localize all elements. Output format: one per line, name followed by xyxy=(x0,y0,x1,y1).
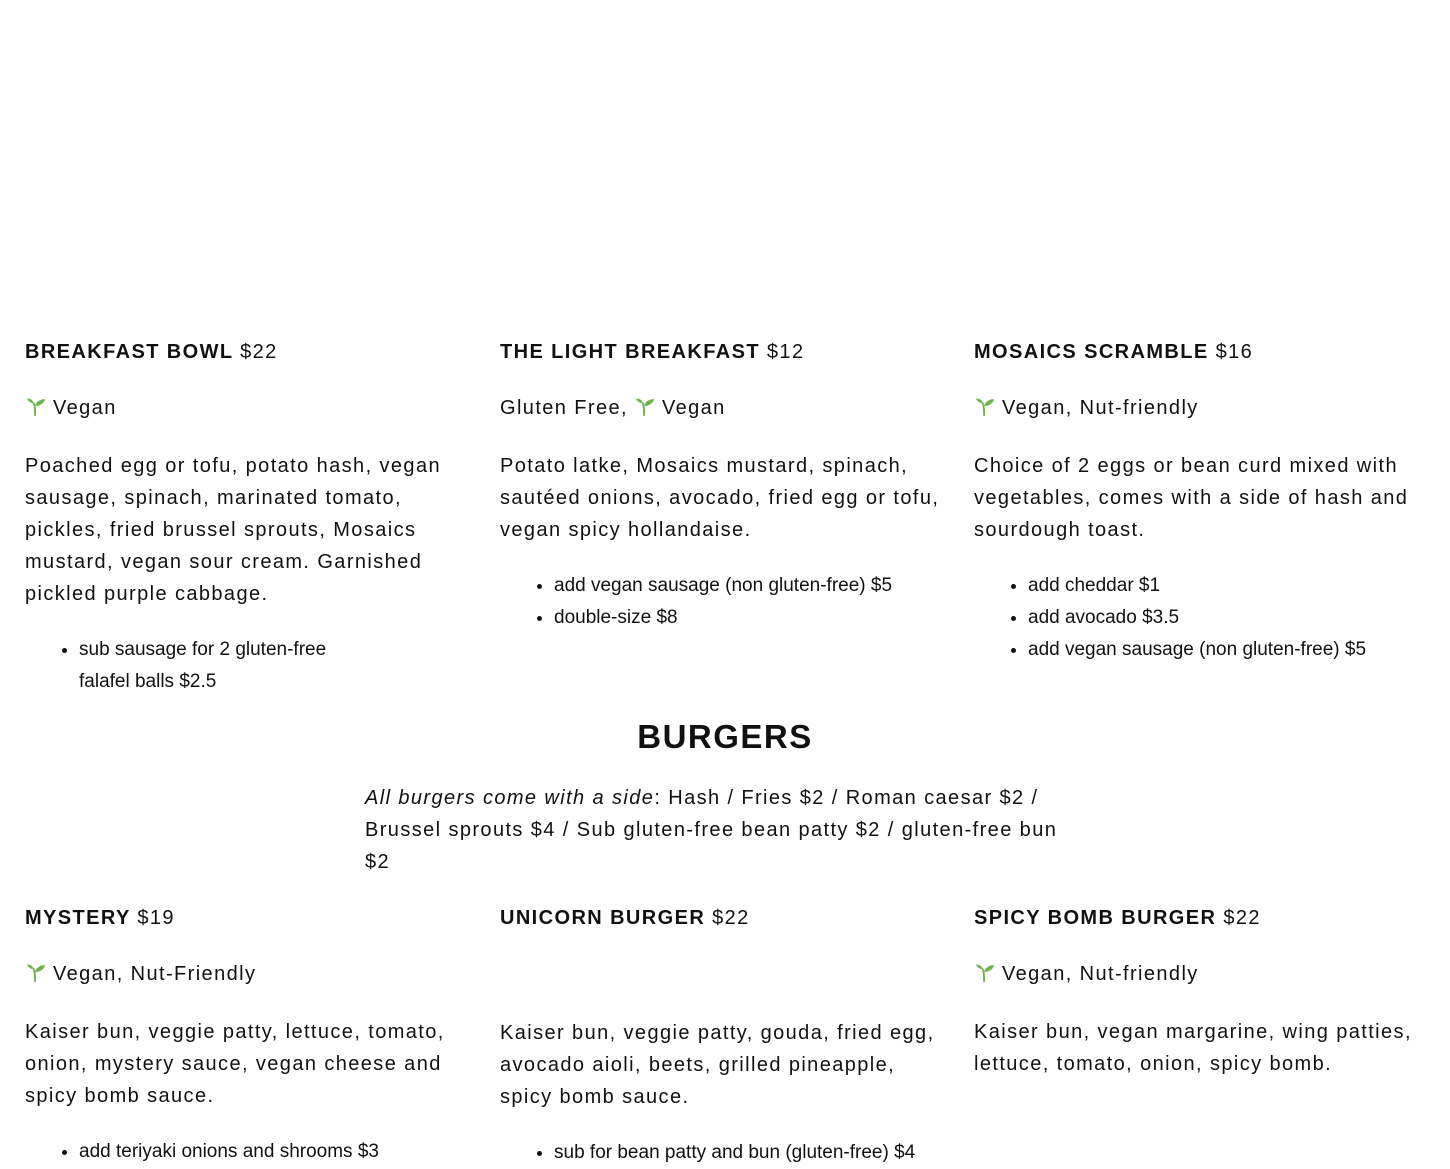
sprout-icon xyxy=(25,961,47,983)
item-price: $12 xyxy=(766,341,805,363)
sprout-icon xyxy=(634,395,656,417)
side-note-options: : Hash / Fries $2 / Roman caesar $2 / Brussel sprouts $4 / Sub gluten-free bean patty $2 / gluten-free bun $2 xyxy=(365,787,1058,873)
addon-list xyxy=(974,570,1424,666)
item-name: SPICY BOMB BURGER xyxy=(974,907,1217,929)
dietary-tags xyxy=(500,394,950,422)
item-title xyxy=(500,338,950,366)
dietary-tags xyxy=(25,394,475,422)
addon-item: • sub sausage for 2 gluten-free falafel balls $2.5 xyxy=(79,634,339,698)
dietary-tags xyxy=(500,960,950,988)
addon-item: • add avocado $3.5 xyxy=(1028,602,1424,634)
addon-item: • double-size $8 xyxy=(554,602,950,634)
dietary-tags xyxy=(974,394,1424,422)
addon-list xyxy=(25,1136,475,1168)
item-description: Kaiser bun, vegan margarine, wing patties, lettuce, tomato, onion, spicy bomb. xyxy=(974,1021,1412,1075)
addon-list xyxy=(25,634,339,698)
item-title xyxy=(974,338,1424,366)
item-description: Poached egg or tofu, potato hash, vegan sausage, spinach, marinated tomato, pickles, fried brussel sprouts, Mosaics mustard, vegan sour cream. Garnished pickled purple cabbage. xyxy=(25,455,441,605)
addon-list xyxy=(500,570,950,634)
addon-list xyxy=(500,1137,950,1169)
menu-item-mystery xyxy=(25,904,475,1168)
sprout-icon xyxy=(974,961,996,983)
item-description: Kaiser bun, veggie patty, gouda, fried egg, avocado aioli, beets, grilled pineapple, spicy bomb sauce. xyxy=(500,1022,935,1108)
item-title xyxy=(25,338,475,366)
tag-text: Vegan xyxy=(53,397,117,419)
item-title xyxy=(974,904,1424,932)
item-title xyxy=(500,904,950,932)
menu-item-spicy-bomb-burger xyxy=(974,904,1424,1080)
menu-item-unicorn-burger xyxy=(500,904,950,1169)
item-price: $22 xyxy=(712,907,750,929)
tag-text: Gluten Free, xyxy=(500,397,628,419)
addon-item: • sub for bean patty and bun (gluten-free) $4 xyxy=(554,1137,950,1169)
item-title xyxy=(25,904,475,932)
addon-item: • add teriyaki onions and shrooms $3 xyxy=(79,1136,475,1168)
tag-text: Vegan, Nut-Friendly xyxy=(53,963,257,985)
menu-item-mosaics-scramble xyxy=(974,338,1424,666)
tag-text: Vegan, Nut-friendly xyxy=(1002,397,1199,419)
item-price: $22 xyxy=(240,341,278,363)
addon-item: • add vegan sausage (non gluten-free) $5 xyxy=(1028,634,1424,666)
dietary-tags xyxy=(25,960,475,988)
item-description: Kaiser bun, veggie patty, lettuce, tomato, onion, mystery sauce, vegan cheese and spicy bomb sauce. xyxy=(25,1021,445,1107)
menu-item-light-breakfast xyxy=(500,338,950,634)
item-name: UNICORN BURGER xyxy=(500,907,706,929)
item-name: BREAKFAST BOWL xyxy=(25,341,234,363)
menu-item-breakfast-bowl xyxy=(25,338,475,698)
addon-item: • add cheddar $1 xyxy=(1028,570,1424,602)
addon-item: • add vegan sausage (non gluten-free) $5 xyxy=(554,570,950,602)
item-name: MOSAICS SCRAMBLE xyxy=(974,341,1209,363)
sprout-icon xyxy=(974,395,996,417)
burgers-side-note xyxy=(365,782,1065,878)
item-description: Potato latke, Mosaics mustard, spinach, sautéed onions, avocado, fried egg or tofu, vegan spicy hollandaise. xyxy=(500,455,940,541)
item-description: Choice of 2 eggs or bean curd mixed with vegetables, comes with a side of hash and sourdough toast. xyxy=(974,455,1409,541)
tag-text: Vegan xyxy=(661,397,726,419)
section-title-burgers: BURGERS xyxy=(637,718,813,755)
item-price: $22 xyxy=(1223,907,1261,929)
item-price: $16 xyxy=(1215,341,1254,363)
sprout-icon xyxy=(25,395,47,417)
item-name: THE LIGHT BREAKFAST xyxy=(500,341,760,363)
tag-text: Vegan, Nut-friendly xyxy=(1002,963,1199,985)
dietary-tags xyxy=(974,960,1424,988)
item-name: MYSTERY xyxy=(25,907,131,929)
side-note-lead: All burgers come with a side xyxy=(365,787,655,809)
item-price: $19 xyxy=(137,907,175,929)
